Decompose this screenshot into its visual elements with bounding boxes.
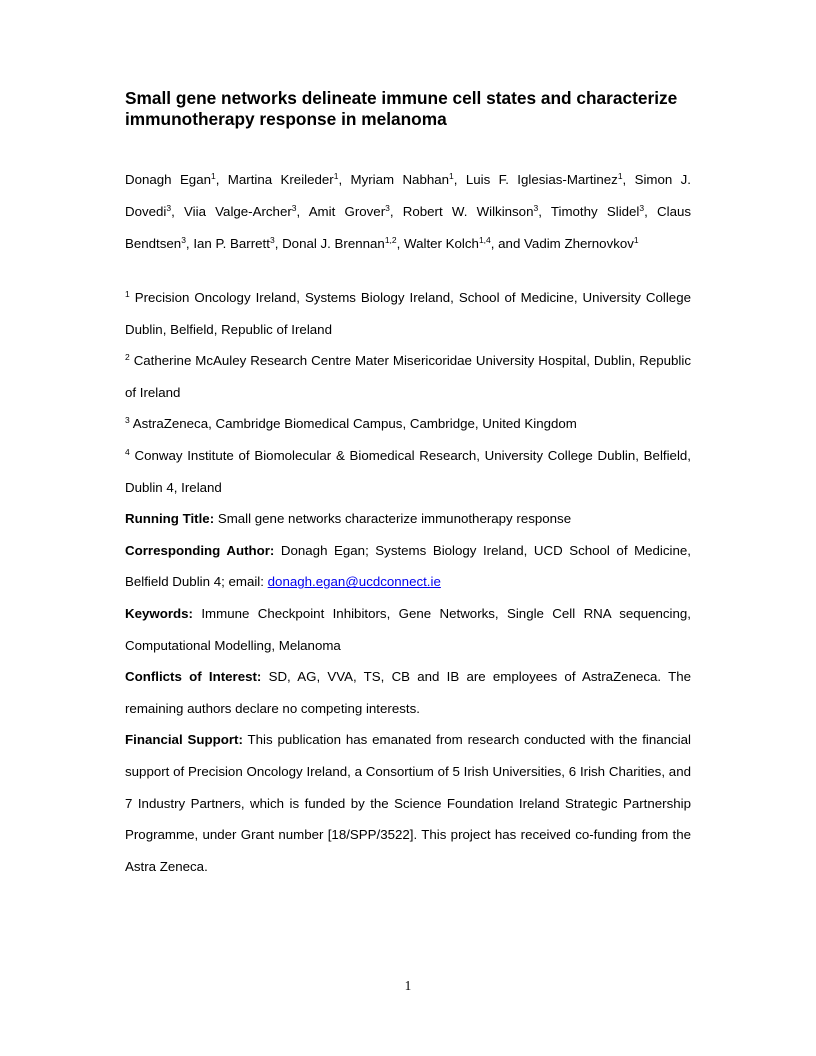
author-separator: , bbox=[338, 172, 351, 187]
author-name: Donagh Egan bbox=[125, 172, 211, 187]
author-affiliation-marker: 1 bbox=[633, 235, 639, 245]
author-affiliation-marker: 3 bbox=[181, 235, 186, 245]
affiliation-text: Catherine McAuley Research Centre Mater Misericoridae University Hospital, Dublin, Republic of Ireland bbox=[125, 353, 691, 400]
conflicts-label: Conflicts of Interest: bbox=[125, 669, 262, 685]
author-affiliation-marker: 1,2 bbox=[384, 235, 397, 245]
author-separator: , bbox=[215, 172, 228, 187]
author-separator: , bbox=[274, 236, 283, 251]
author-name: Amit Grover bbox=[308, 204, 386, 219]
author-name: Claus Bendtsen bbox=[125, 204, 692, 251]
author-name: Martina Kreileder bbox=[227, 172, 334, 187]
author-affiliation-marker: 3 bbox=[385, 203, 390, 213]
affiliation-item bbox=[125, 282, 691, 345]
author-affiliation-marker: 3 bbox=[639, 203, 645, 213]
keywords bbox=[125, 598, 691, 661]
affiliation-item bbox=[125, 345, 691, 408]
affiliation-number: 4 bbox=[125, 446, 130, 457]
author-separator: , bbox=[644, 204, 658, 219]
keywords-text: Immune Checkpoint Inhibitors, Gene Networks, Single Cell RNA sequencing, Computational Modelling, Melanoma bbox=[125, 605, 691, 653]
author-separator: , bbox=[622, 172, 635, 187]
author-name: Simon J. Dovedi bbox=[125, 172, 692, 219]
author-name: Vadim Zhernovkov bbox=[524, 236, 634, 251]
author-name: Robert W. Wilkinson bbox=[402, 204, 534, 219]
running-title bbox=[125, 503, 691, 535]
author-affiliation-marker: 1,4 bbox=[478, 235, 491, 245]
affiliation-text: Conway Institute of Biomolecular & Biomedical Research, University College Dublin, Belfield, Dublin 4, Ireland bbox=[125, 447, 691, 495]
paper-title: Small gene networks delineate immune cell states and characterize immunotherapy response in melanoma bbox=[125, 88, 678, 129]
author-affiliation-marker: 1 bbox=[449, 171, 454, 181]
author-name: Timothy Slidel bbox=[550, 204, 640, 219]
affiliation-item bbox=[125, 440, 691, 503]
paper-page bbox=[125, 88, 691, 882]
affiliation-number: 1 bbox=[125, 289, 130, 299]
affiliation-item bbox=[125, 408, 691, 440]
author-separator: , bbox=[171, 204, 185, 219]
affiliation-text: Precision Oncology Ireland, Systems Biology Ireland, School of Medicine, University College Dublin, Belfield, Republic of Ireland bbox=[125, 290, 691, 337]
author-affiliation-marker: 3 bbox=[166, 203, 172, 213]
author-separator: , bbox=[453, 172, 466, 187]
affiliation-number: 2 bbox=[125, 352, 130, 363]
author-list bbox=[125, 164, 691, 260]
corresponding-author-text: Donagh Egan; Systems Biology Ireland, UCD School of Medicine, Belfield Dublin 4; email: bbox=[125, 542, 691, 590]
conflicts-text: SD, AG, VVA, TS, CB and IB are employees of AstraZeneca. The remaining authors declare no competing interests. bbox=[125, 669, 691, 716]
affiliation-number: 3 bbox=[125, 415, 130, 426]
author-separator: , bbox=[389, 204, 403, 219]
author-separator: , bbox=[396, 236, 405, 251]
author-separator: , and bbox=[490, 236, 525, 251]
author-affiliation-marker: 3 bbox=[533, 203, 539, 213]
author-name: Ian P. Barrett bbox=[193, 236, 270, 251]
corresponding-email-link[interactable]: donagh.egan@ucdconnect.ie bbox=[267, 574, 441, 590]
conflicts-of-interest bbox=[125, 661, 691, 724]
corresponding-author bbox=[125, 535, 691, 598]
author-affiliation-marker: 1 bbox=[333, 171, 339, 181]
affiliation-list bbox=[125, 282, 691, 503]
author-affiliation-marker: 1 bbox=[617, 171, 623, 181]
author-name: Viia Valge-Archer bbox=[184, 204, 292, 219]
author-name: Myriam Nabhan bbox=[350, 172, 450, 187]
author-separator: , bbox=[185, 236, 194, 251]
author-affiliation-marker: 1 bbox=[211, 171, 216, 181]
author-separator: , bbox=[296, 204, 309, 219]
running-title-label: Running Title: bbox=[125, 511, 215, 527]
corresponding-author-label: Corresponding Author: bbox=[125, 542, 275, 558]
financial-support-label: Financial Support: bbox=[125, 732, 243, 748]
financial-support bbox=[125, 724, 691, 882]
author-name: Luis F. Iglesias-Martinez bbox=[465, 172, 618, 187]
author-name: Walter Kolch bbox=[404, 236, 479, 251]
page-number: 1 bbox=[404, 978, 412, 993]
author-name: Donal J. Brennan bbox=[282, 236, 385, 251]
keywords-label: Keywords: bbox=[125, 605, 193, 621]
author-affiliation-marker: 3 bbox=[269, 235, 275, 245]
author-affiliation-marker: 3 bbox=[291, 203, 297, 213]
author-separator: , bbox=[538, 204, 551, 219]
running-title-text: Small gene networks characterize immunotherapy response bbox=[217, 511, 572, 527]
financial-support-text: This publication has emanated from research conducted with the financial support of Precision Oncology Ireland, a Consortium of 5 Irish Universities, 6 Irish Charities, and 7 Industry Partners, which is funded by the Science Foundation Ireland Strategic Partnership Programme, under Grant number [18/SPP/3522]. This project has received co-funding from the Astra Zeneca. bbox=[125, 732, 691, 874]
affiliation-text: AstraZeneca, Cambridge Biomedical Campus, Cambridge, United Kingdom bbox=[132, 416, 577, 432]
